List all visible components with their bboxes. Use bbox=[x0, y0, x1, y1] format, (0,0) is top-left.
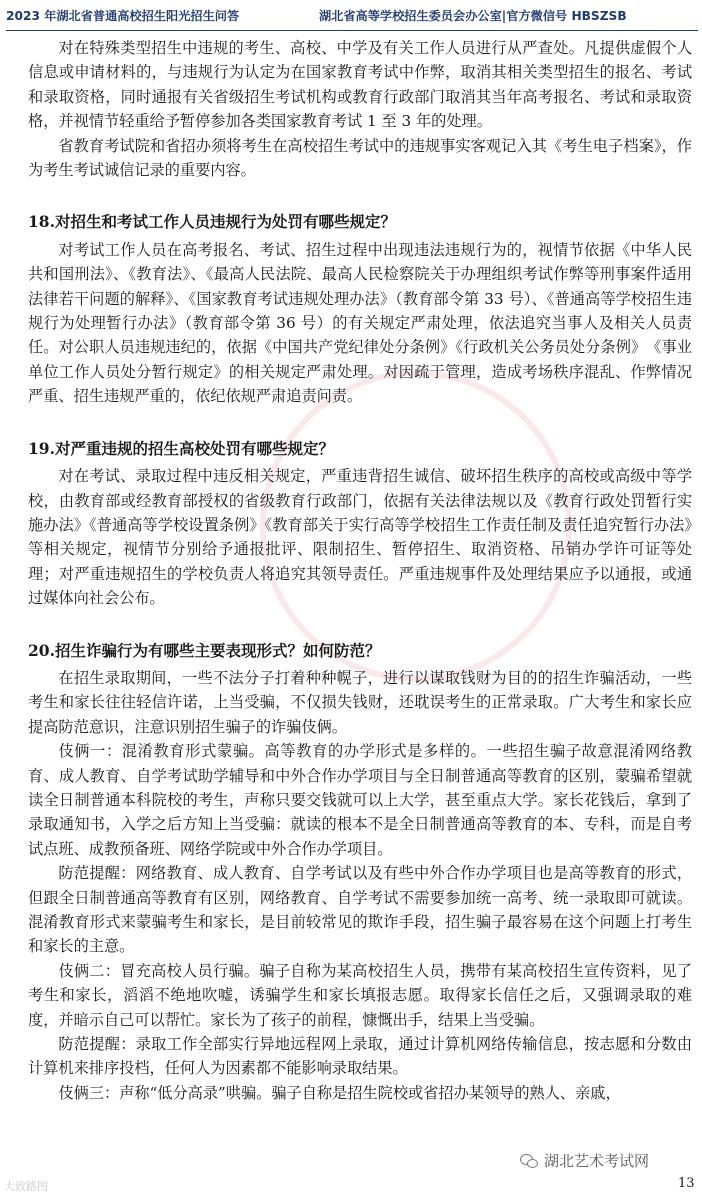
paragraph: 防范提醒：录取工作全部实行异地远程网上录取，通过计算机网络传输信息，按志愿和分数由计算机来排序投档，任何人为因素都不能影响录取结果。 bbox=[28, 1035, 692, 1078]
footer-watermark-logo: 大致路图 bbox=[4, 1180, 48, 1193]
paragraph: 对考试工作人员在高考报名、考试、招生过程中出现违法违规行为的，视情节依据《中华人民共和国刑法》、《教育法》、《最高人民法院、最高人民检察院关于办理组织考试作弊等刑事案件适用法律若干问题的解释》、《国家教育考试违规处理办法》（教育部令第 33 号）、《普通高等学校招生违规行为处理暂行办法》（教育部令第 36 号）的有关规定严肃处理，依法追究当事人及相关人员责任。对公职人员违规违纪的，依据《中国共产党纪律处分条例》《行政机关公务员处分条例》 《事业单位工作人员处分暂行规定》的相关规定严肃处理。对因疏于管理，造成考场秩序混乱、作弊情况严重、招生违规严重的，依纪依规严肃追责问责。 bbox=[28, 240, 692, 406]
header-title: 2023 年湖北省普通高校招生阳光招生问答 bbox=[6, 9, 240, 23]
section-heading: 20.招生诈骗行为有哪些主要表现形式？如何防范？ bbox=[28, 640, 381, 660]
footer-brand-label: 湖北艺术考试网 bbox=[544, 1152, 650, 1170]
header-publisher: 湖北省高等学校招生委员会办公室|官方微信号 HBSZSB bbox=[319, 9, 627, 23]
section-intro bbox=[28, 36, 692, 182]
paragraph: 对在特殊类型招生中违规的考生、高校、中学及有关工作人员进行从严查处。凡提供虚假个人信息或申请材料的，与违规行为认定为在国家教育考试中作弊，取消其相关类型招生的报名、考试和录取资格，同时通报有关省级招生考试机构或教育行政部门取消其当年高考报名、考试和录取资格，并视情节轻重给予暂停参加各类国家教育考试 1 至 3 年的处理。 bbox=[28, 39, 692, 131]
paragraph: 防范提醒：网络教育、成人教育、自学考试以及有些中外合作办学项目也是高等教育的形式，但跟全日制普通高等教育有区别，网络教育、自学考试不需要参加统一高考、统一录取即可就读。混淆教育形式来蒙骗考生和家长，是目前较常见的欺诈手段，招生骗子最容易在这个问题上打考生和家长的主意。 bbox=[28, 864, 692, 956]
paragraph: 省教育考试院和省招办须将考生在高校招生考试中的违规事实客观记入其《考生电子档案》，作为考生考试诚信记录的重要内容。 bbox=[28, 136, 692, 180]
paragraph: 对在考试、录取过程中违反相关规定，严重违背招生诚信、破坏招生秩序的高校或高级中等学校，由教育部或经教育部授权的省级教育行政部门，依据有关法律法规以及《教育行政处罚暂行实施办法》《普通高等学校设置条例》《教育部关于实行高等学校招生工作责任制及责任追究暂行办法》等相关规定，视情节分别给予通报批评、限制招生、暂停招生、取消资格、吊销办学许可证等处理；对严重违规招生的学校负责人将追究其领导责任。严重违规事件及处理结果应予以通报，或通过媒体向社会公布。 bbox=[28, 467, 692, 608]
paragraph: 伎俩三：声称“低分高录”哄骗。骗子自称是招生院校或省招办某领导的熟人、亲戚， bbox=[58, 1083, 621, 1102]
paragraph: 伎俩二：冒充高校人员行骗。骗子自称为某高校招生人员，携带有某高校招生宣传资料，见了考生和家长，滔滔不绝地吹嘘，诱骗学生和家长填报志愿。取得家长信任之后，又强调录取的难度，并暗示自己可以帮忙。家长为了孩子的前程，慷慨出手，结果上当受骗。 bbox=[28, 961, 692, 1029]
footer-brand bbox=[520, 1150, 649, 1171]
section-20 bbox=[28, 639, 692, 1106]
section-heading: 18.对招生和考试工作人员违规行为处罚有哪些规定？ bbox=[28, 212, 396, 232]
section-19 bbox=[28, 437, 692, 611]
page-header bbox=[6, 6, 698, 31]
section-heading: 19.对严重违规的招生高校处罚有哪些规定？ bbox=[28, 438, 334, 458]
wechat-icon bbox=[520, 1154, 538, 1168]
paragraph: 伎俩一：混淆教育形式蒙骗。高等教育的办学形式是多样的。一些招生骗子故意混淆网络教育、成人教育、自学考试助学辅导和中外合作办学项目与全日制普通高等教育的区别，蒙骗希望就读全日制普通本科院校的考生，声称只要交钱就可以上大学，甚至重点大学。家长花钱后，拿到了录取通知书，入学之后方知上当受骗：就读的根本不是全日制普通高等教育的本、专科，而是自考试点班、成教预备班、网络学院或中外合作办学项目。 bbox=[28, 742, 692, 858]
paragraph: 在招生录取期间，一些不法分子打着种种幌子，进行以谋取钱财为目的的招生诈骗活动，一些考生和家长往往轻信许诺，上当受骗，不仅损失钱财，还耽误考生的正常录取。广大考生和家长应提高防范意识，注意识别招生骗子的诈骗伎俩。 bbox=[28, 668, 692, 736]
page-number: 13 bbox=[678, 1176, 695, 1191]
section-18 bbox=[28, 210, 692, 408]
document-body bbox=[28, 36, 692, 1105]
